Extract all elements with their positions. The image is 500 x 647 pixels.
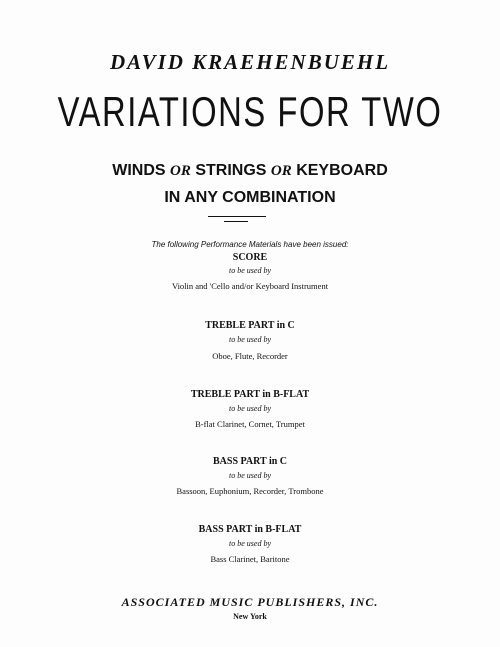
part-instruments: Bass Clarinet, Baritone: [210, 554, 290, 564]
part-instruments: Oboe, Flute, Recorder: [212, 351, 288, 361]
composer-name: DAVID KRAEHENBUEHL: [109, 50, 391, 74]
part-instruments: Violin and 'Cello and/or Keyboard Instrument: [171, 281, 329, 291]
divider-rule: [208, 216, 266, 217]
subtitle-winds: WINDS: [112, 162, 166, 179]
part-used-by: to be used by: [229, 539, 271, 548]
part-used-by: to be used by: [229, 335, 271, 344]
part-used-by: to be used by: [229, 404, 271, 413]
part-instruments: B-flat Clarinet, Cornet, Trumpet: [195, 419, 305, 429]
subtitle-keyboard: KEYBOARD: [296, 162, 388, 179]
part-name-score: SCORE: [232, 252, 268, 263]
part-name-bass-b-flat: BASS PART in B-FLAT: [198, 524, 302, 535]
part-name-bass-c: BASS PART in C: [212, 456, 288, 467]
subtitle-or-2: OR: [270, 163, 292, 179]
subtitle-line-1: [0, 162, 500, 180]
subtitle-or-1: OR: [170, 163, 191, 179]
part-name-treble-c: TREBLE PART in C: [205, 320, 295, 331]
publisher-city: New York: [233, 612, 267, 621]
subtitle-line-2: IN ANY COMBINATION: [164, 189, 336, 206]
part-name-treble-b-flat: TREBLE PART in B-FLAT: [190, 389, 310, 400]
divider-rule-short: [224, 221, 248, 222]
publisher-name: ASSOCIATED MUSIC PUBLISHERS, INC.: [121, 595, 379, 609]
materials-intro: The following Performance Materials have been issued:: [151, 240, 349, 249]
work-title: VARIATIONS FOR TWO: [57, 88, 443, 135]
subtitle-strings: STRINGS: [195, 162, 267, 179]
part-used-by: to be used by: [229, 471, 271, 480]
part-instruments: Bassoon, Euphonium, Recorder, Trombone: [176, 486, 324, 496]
part-used-by: to be used by: [229, 266, 271, 275]
